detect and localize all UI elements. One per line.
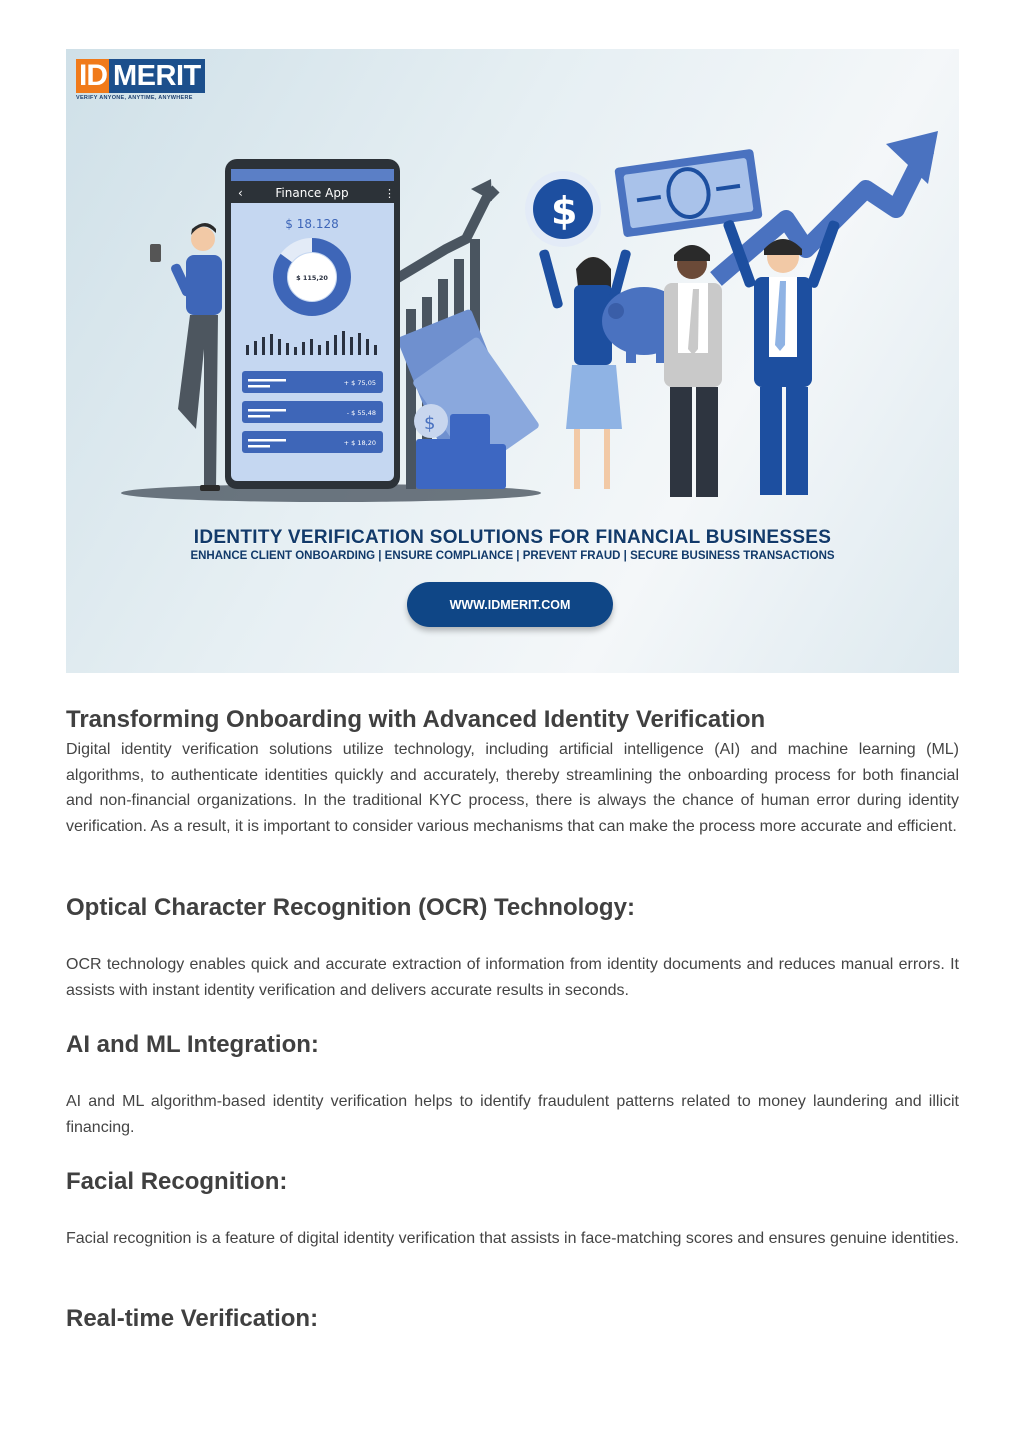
person-man-grey-graphic (664, 245, 722, 497)
banknote-icon (614, 149, 762, 238)
logo-id-text: ID (76, 59, 109, 93)
section-body-onboarding: Digital identity verification solutions utilize technology, including artificial intelligence (AI) and machine learning (ML) algorithms, to authenticate identities quickly and accurately, thereby streamlining the onboarding process for both financial and non-financial organizations. In the traditional KYC process, there is always the chance of human error during identity verification. As a result, it is important to consider various mechanisms that can make the process more accurate and efficient. (66, 741, 959, 835)
svg-text:⋮: ⋮ (384, 187, 395, 200)
section-body-ocr: OCR technology enables quick and accurate extraction of information from identity documents and reduces manual errors. It assists with instant identity verification and delivers accurate results in seconds. (66, 956, 959, 999)
svg-text:$: $ (424, 413, 436, 434)
logo-tagline: VERIFY ANYONE, ANYTIME, ANYWHERE (76, 95, 193, 101)
website-button[interactable]: WWW.IDMERIT.COM (407, 582, 613, 627)
section-body-facial: Facial recognition is a feature of digital identity verification that assists in face-matching scores and ensures genuine identities. (66, 1230, 959, 1247)
dollar-coin-icon (525, 171, 601, 247)
svg-text:‹: ‹ (238, 186, 243, 200)
svg-text:$: $ (551, 189, 578, 233)
phone-donut-value: $ 115,20 (296, 274, 328, 282)
phone-balance: $ 18.128 (285, 217, 339, 231)
person-with-phone-graphic (150, 223, 222, 491)
banner-headline: IDENTITY VERIFICATION SOLUTIONS FOR FINANCIAL BUSINESSES (193, 527, 832, 548)
hero-banner (66, 49, 959, 673)
phone-transaction-1: + $ 75,05 (343, 379, 376, 387)
phone-transaction-3: + $ 18,20 (343, 439, 376, 447)
person-woman-graphic (538, 249, 631, 489)
banner-subheadline: ENHANCE CLIENT ONBOARDING | ENSURE COMPLIANCE | PREVENT FRAUD | SECURE BUSINESS TRANSACTIONS (190, 550, 835, 562)
section-heading-facial: Facial Recognition: (66, 1168, 288, 1195)
person-man-blue-graphic (722, 219, 840, 495)
section-heading-ocr: Optical Character Recognition (OCR) Technology: (66, 894, 635, 921)
section-body-ai-ml: AI and ML algorithm-based identity verification helps to identify fraudulent patterns related to money laundering and illicit financing. (66, 1093, 959, 1136)
section-heading-onboarding: Transforming Onboarding with Advanced Identity Verification (66, 706, 766, 733)
section-heading-ai-ml: AI and ML Integration: (66, 1031, 319, 1058)
logo-merit-text: MERIT (109, 59, 205, 93)
banner-illustration (66, 49, 959, 673)
phone-app-title: Finance App (275, 186, 349, 200)
section-heading-realtime: Real-time Verification: (66, 1305, 319, 1332)
phone-transaction-2: - $ 55,48 (346, 409, 376, 417)
idmerit-logo (76, 59, 205, 101)
growth-arrow-line (396, 189, 496, 279)
